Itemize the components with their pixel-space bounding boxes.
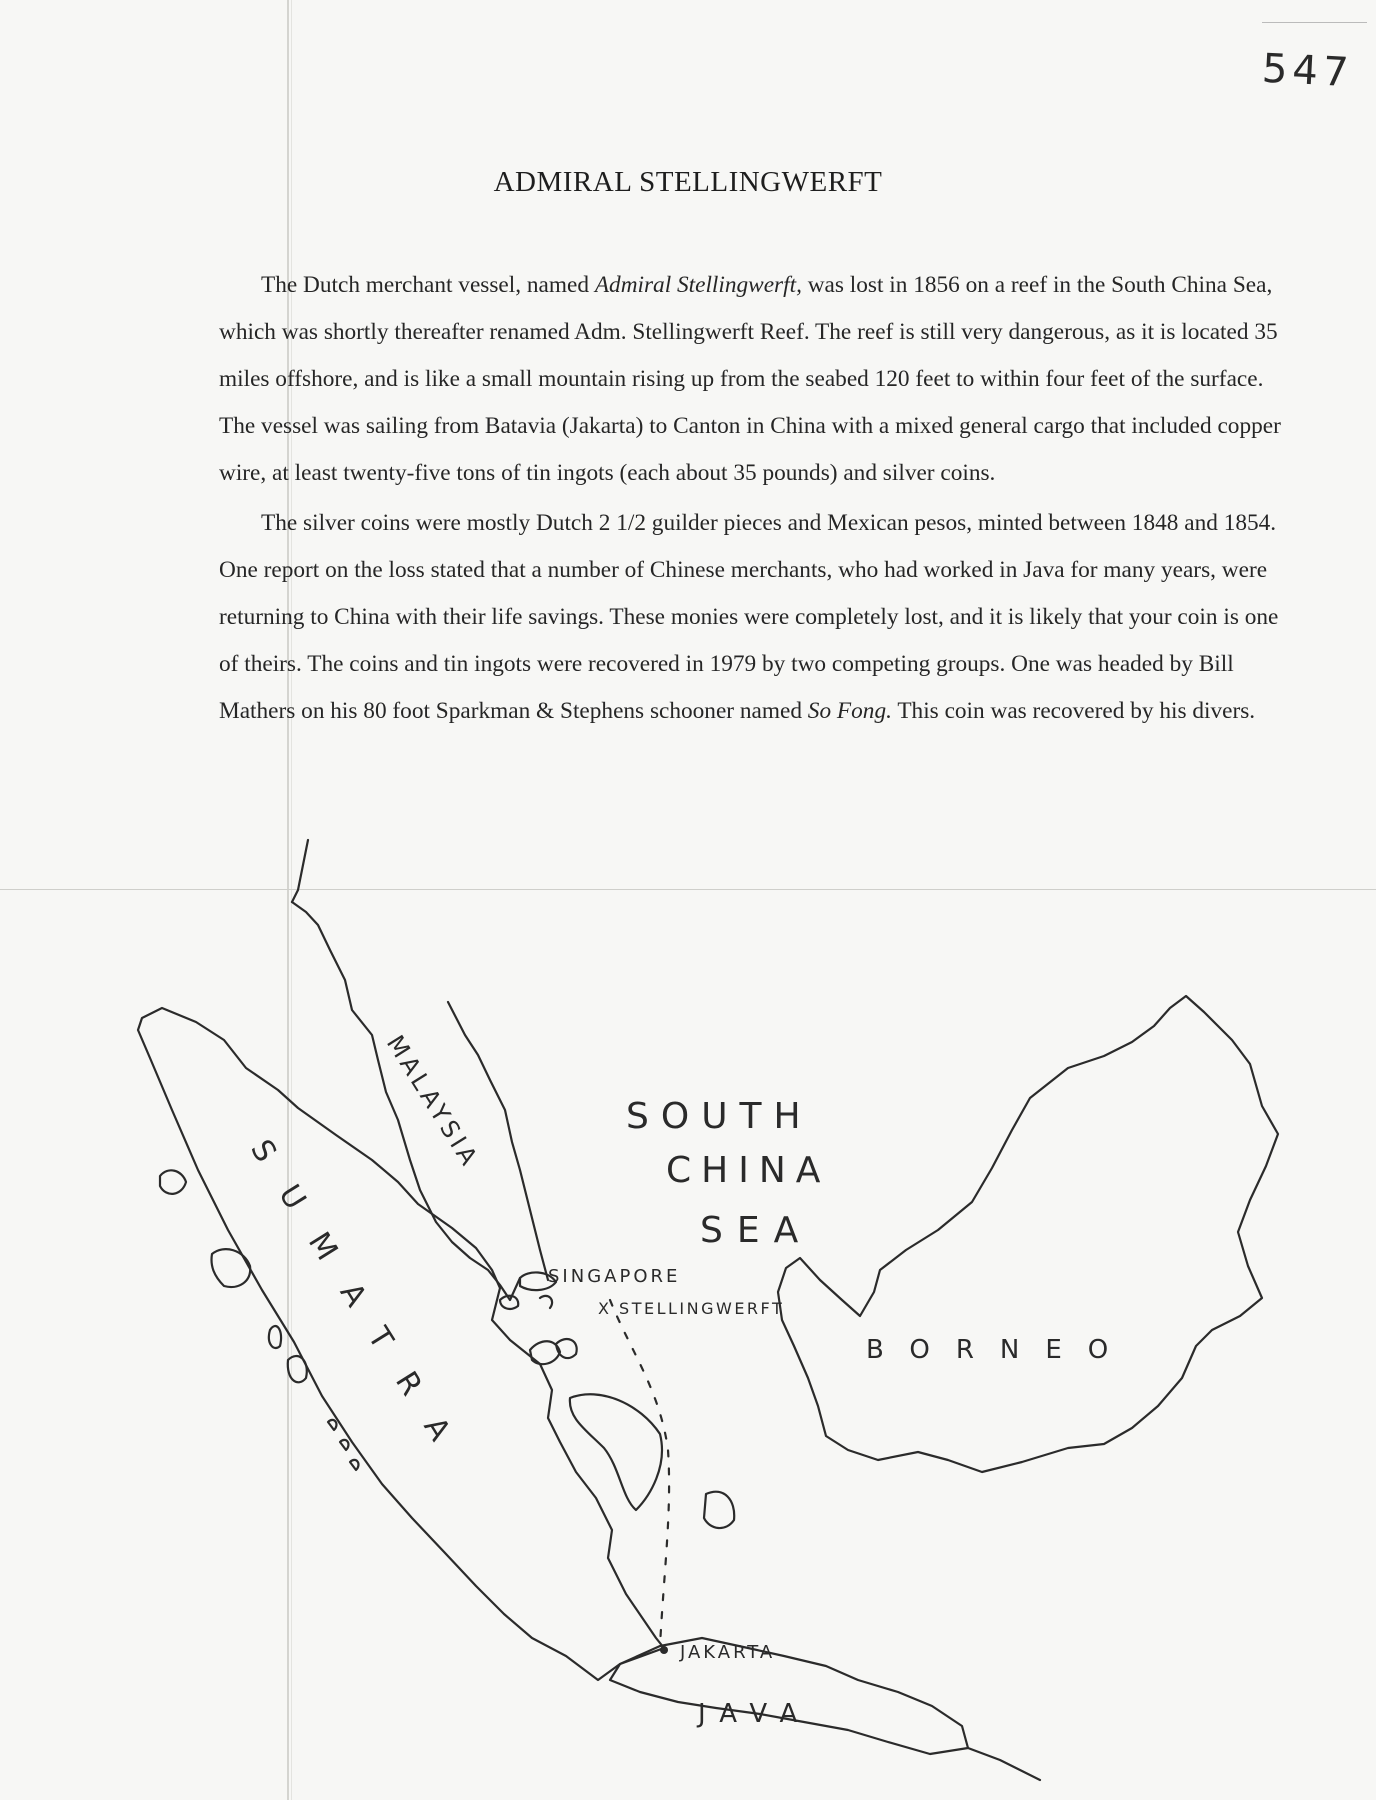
map-label-borneo: BORNEO xyxy=(866,1335,1135,1365)
map-label-sea: SEA xyxy=(700,1210,813,1251)
borneo-coast xyxy=(778,996,1278,1472)
paragraph-2-text-b: This coin was recovered by his divers. xyxy=(891,698,1256,724)
belitung-island xyxy=(704,1492,734,1528)
page-number: 547 xyxy=(1260,45,1355,97)
paragraph-1-text-a: The Dutch merchant vessel, named xyxy=(261,272,595,298)
paragraph-2-text-a: The silver coins were mostly Dutch 2 1/2 guilder pieces and Mexican pesos, minted between 1848 and 1854. One report on the loss stated that a number of Chinese merchants, who had worked in Java for many years, were returning to China with their life savings. These monies were completely lost, and it is likely that your coin is one of theirs. The coins and tin ingots were recovered in 1979 by two competing groups. One was headed by Bill Mathers on his 80 foot Sparkman & Stephens schooner named xyxy=(219,510,1279,724)
jakarta-marker xyxy=(660,1646,668,1654)
map-label-singapore: SINGAPORE xyxy=(548,1266,681,1287)
paragraph-1-text-b: was lost in 1856 on a reef in the South China Sea, which was shortly thereafter renamed Adm. Stellingwerft Reef. The reef is still very dangerous, as it is located 35 miles offshore, and is like a small mountain rising up from the seabed 120 feet to within four feet of the surface. The vessel was sailing from Batavia (Jakarta) to Canton in China with a mixed general cargo that included copper wire, at least twenty-five tons of tin ingots (each about 35 pounds) and silver coins. xyxy=(219,272,1281,486)
document-title: ADMIRAL STELLINGWERFT xyxy=(493,166,883,198)
schooner-name-italic: So Fong. xyxy=(807,698,892,724)
map-label-stellingwerft: X STELLINGWERFT xyxy=(598,1299,785,1318)
java-coast-east xyxy=(968,1748,1040,1780)
java-coast xyxy=(610,1638,968,1754)
enggano-island xyxy=(288,1356,307,1382)
map-label-jakarta: JAKARTA xyxy=(680,1642,776,1663)
map-label-java: JAVA xyxy=(698,1699,812,1729)
map-label-south: SOUTH xyxy=(626,1096,813,1137)
simeulue-island xyxy=(160,1170,186,1194)
map-label-sumatra: SUMATRA xyxy=(243,1133,476,1476)
ship-name-italic: Admiral Stellingwerft, xyxy=(594,272,802,298)
pen-tick-mark xyxy=(292,840,308,902)
paragraph-1 xyxy=(219,262,1289,497)
document-body xyxy=(219,262,1289,735)
bangka-island xyxy=(570,1394,662,1510)
ship-route-dashed xyxy=(610,1300,669,1646)
map-label-malaysia: MALAYSIA xyxy=(380,1030,485,1174)
map-label-china: CHINA xyxy=(666,1150,831,1191)
siberut-island xyxy=(269,1326,281,1348)
paragraph-2 xyxy=(219,500,1289,735)
hand-drawn-map xyxy=(0,830,1376,1800)
corner-rule xyxy=(1262,22,1367,23)
nias-island xyxy=(212,1249,251,1287)
